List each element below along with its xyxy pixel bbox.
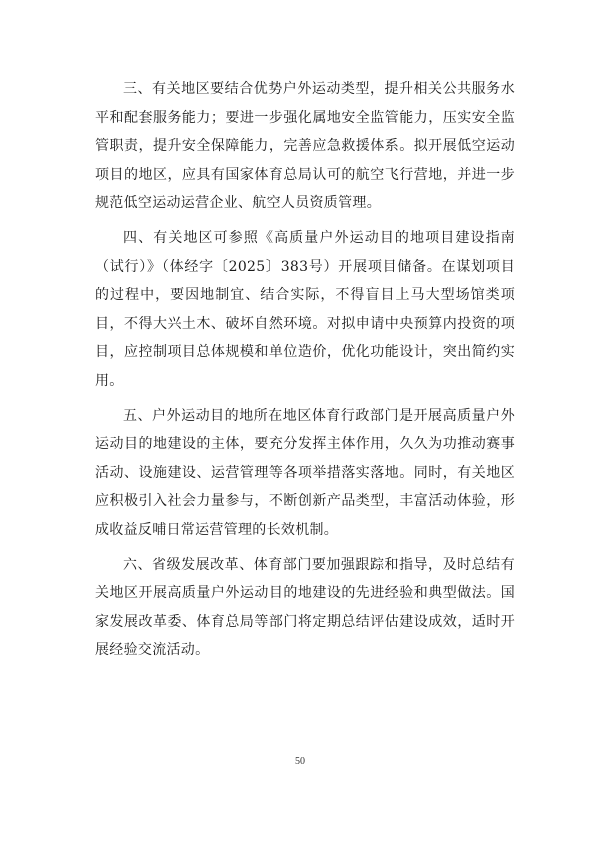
paragraph-3: 三、有关地区要结合优势户外运动类型，提升相关公共服务水平和配套服务能力；要进一步强化属地安全监管能力，压实安全监管职责，提升安全保障能力，完善应急救援体系。拟开展低空运动项目的地区，应具有国家体育总局认可的航空飞行营地，并进一步规范低空运动运营企业、航空人员资质管理。 bbox=[95, 81, 515, 212]
paragraph-4: 四、有关地区可参照《高质量户外运动目的地项目建设指南（试行）》（体经字〔2025〕383号）开展项目储备。在谋划项目的过程中，要因地制宜、结合实际，不得盲目上马大型场馆类项目，不得大兴土木、破坏自然环境。对拟申请中央预算内投资的项目，应控制项目总体规模和单位造价，优化功能设计，突出简约实用。 bbox=[95, 229, 515, 389]
paragraph-6: 六、省级发展改革、体育部门要加强跟踪和指导，及时总结有关地区开展高质量户外运动目的地建设的先进经验和典型做法。国家发展改革委、体育总局等部门将定期总结评估建设成效，适时开展经验交流活动。 bbox=[95, 556, 515, 659]
document-body bbox=[95, 75, 515, 665]
paragraph-5: 五、户外运动目的地所在地区体育行政部门是开展高质量户外运动目的地建设的主体，要充分发挥主体作用，久久为功推动赛事活动、设施建设、运营管理等各项举措落实落地。同时，有关地区应积极引入社会力量参与，不断创新产品类型，丰富活动体验，形成收益反哺日常运营管理的长效机制。 bbox=[95, 407, 515, 538]
page-number: 50 bbox=[295, 756, 305, 767]
